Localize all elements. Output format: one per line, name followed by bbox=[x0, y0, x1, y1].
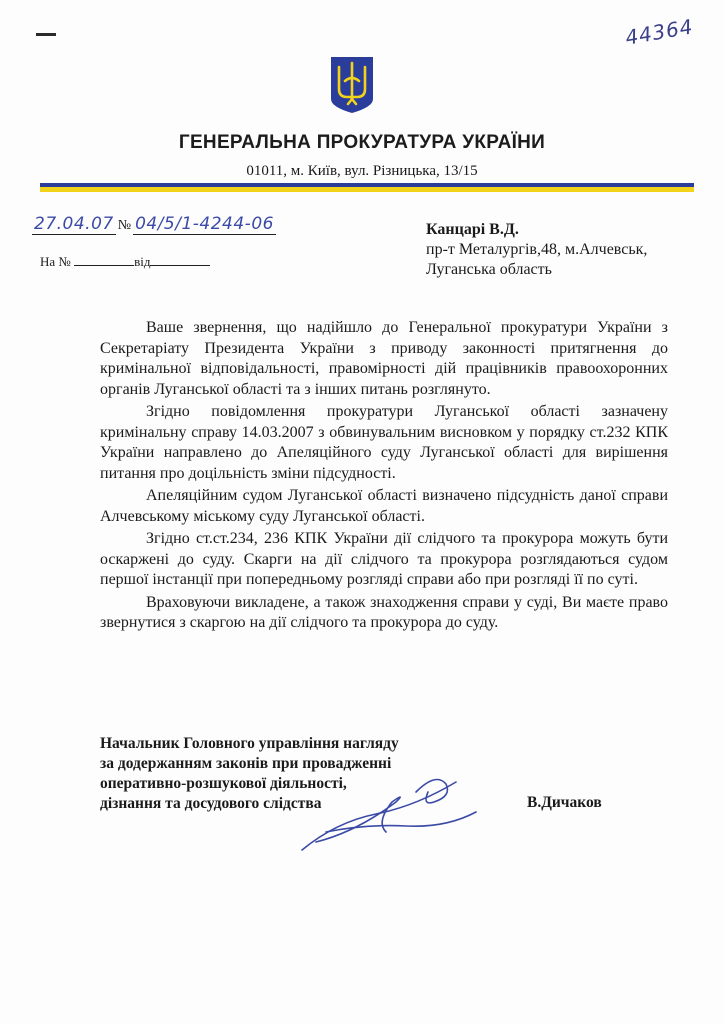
signatory-title-line: Начальник Головного управління нагляду bbox=[100, 735, 399, 752]
reply-date-blank bbox=[150, 253, 210, 266]
reference-date: 27.04.07 bbox=[34, 214, 114, 234]
outgoing-reference bbox=[32, 214, 276, 234]
addressee-region: Луганська область bbox=[426, 261, 552, 278]
reply-number-blank bbox=[74, 253, 134, 266]
incoming-reference bbox=[40, 253, 210, 270]
signatory-title-line: оперативно-розшукової діяльності, bbox=[100, 775, 347, 792]
paragraph: Ваше звернення, що надійшло до Генеральної прокуратури України з Секретаріату Президента України з приводу законності притягнення до кримінальної відповідальності, правомірності дій працівників правоохоронних органів Луганської області та з інших питань розглянуто. bbox=[100, 319, 668, 398]
signer-name: В.Дичаков bbox=[527, 794, 602, 811]
addressee-block bbox=[426, 220, 647, 280]
addressee-name: Канцарі В.Д. bbox=[426, 221, 519, 238]
trident-emblem-icon bbox=[329, 55, 375, 115]
paragraph: Враховуючи викладене, а також знаходження справи у суді, Ви маєте право звернутися з скаргою на дії слідчого та прокурора до суду. bbox=[100, 593, 668, 631]
reply-label: На № bbox=[40, 254, 71, 269]
signatory-title-line: дізнання та досудового слідства bbox=[100, 795, 322, 812]
signatory-title-line: за додержанням законів при провадженні bbox=[100, 755, 392, 772]
handwritten-signature bbox=[296, 762, 486, 862]
archive-number: 44364 bbox=[623, 14, 696, 50]
number-sign: № bbox=[117, 218, 132, 233]
organization-name: ГЕНЕРАЛЬНА ПРОКУРАТУРА УКРАЇНИ bbox=[178, 132, 546, 153]
flag-stripe-yellow bbox=[40, 187, 694, 192]
letter-body bbox=[100, 318, 668, 636]
reference-number: 04/5/1-4244-06 bbox=[135, 214, 274, 234]
scan-mark bbox=[36, 33, 56, 36]
paragraph: Апеляційним судом Луганської області визначено підсудність даної справи Алчевському міському суду Луганської області. bbox=[100, 487, 668, 525]
from-label: від bbox=[134, 254, 151, 269]
addressee-street: пр-т Металургів,48, м.Алчевськ, bbox=[426, 241, 648, 258]
paragraph: Згідно ст.ст.234, 236 КПК України дії слідчого та прокурора можуть бути оскаржені до суду. Скарги на дії слідчого та прокурора розглядаються судом першої інстанції при попередньому розгляді справи або при розгляді її по суті. bbox=[100, 530, 668, 588]
paragraph: Згідно повідомлення прокуратури Луганської області зазначену кримінальну справу 14.03.2007 з обвинувальним висновком у порядку ст.232 КПК України направлено до Апеляційного суду Луганської області для вирішення питання про доцільність зміни підсудності. bbox=[100, 403, 668, 482]
organization-address: 01011, м. Київ, вул. Різницька, 13/15 bbox=[246, 163, 478, 179]
